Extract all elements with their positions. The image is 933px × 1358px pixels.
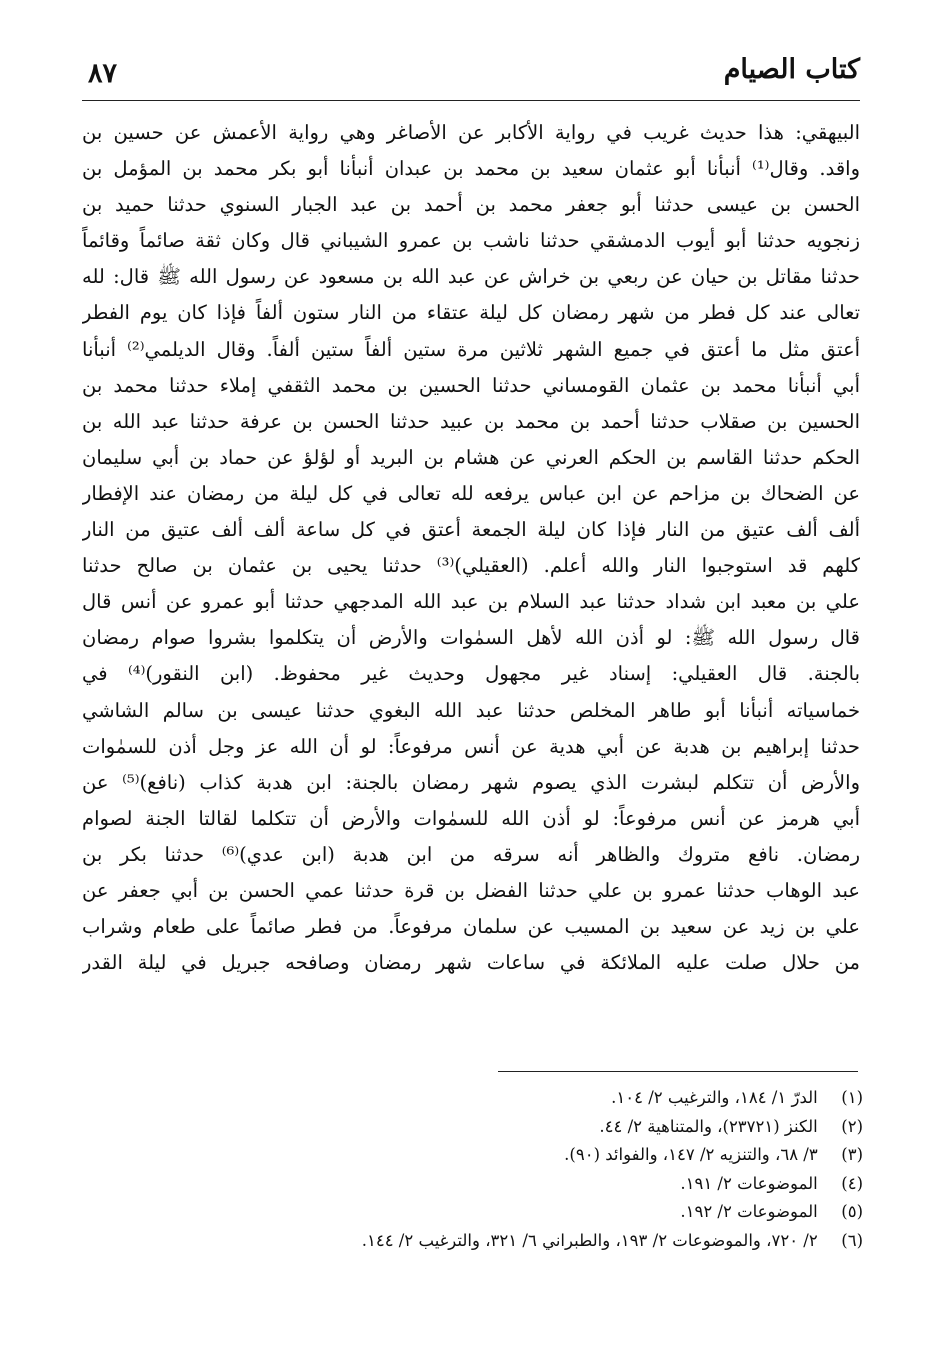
- text-line: علي بن معبد ابن شداد حدثنا عبد السلام بن عبد الله المدجهي حدثنا أبو عمرو عن أنس قال: [82, 590, 860, 614]
- footnote-text: ٢/ ٧٢٠، والموضوعات ٢/ ١٩٣، والطبراني ٦/ ٣٢١، والترغيب ٢/ ١٤٤.: [361, 1230, 818, 1250]
- text-line: واقد. وقال⁽¹⁾ أنبأنا أبو عثمان سعيد بن محمد بن عبدان أنبأنا أبو بكر محمد بن المؤمل بن: [82, 157, 860, 181]
- text-line: أعتق مثل ما أعتق في جميع الشهر ثلاثين مرة ستين ألفاً ستين ألفاً. وقال الديلمي⁽²⁾ أنبأنا: [82, 337, 860, 361]
- text-line: أبي أنبأنا محمد بن عثمان القومساني حدثنا الحسين بن محمد الثقفي إملاء حدثنا محمد بن: [82, 373, 860, 397]
- text-line: البيهقي: هذا حديث غريب في رواية الأكابر عن الأصاغر وهي رواية الأعمش عن حسين بن: [82, 121, 860, 144]
- footnote: [73, 1141, 863, 1170]
- footnote-text: ٣/ ٦٨، والتنزيه ٢/ ١٤٧، والفوائد (٩٠).: [564, 1145, 818, 1165]
- text-line: كلهم قد استوجبوا النار والله أعلم. (العقيلي)⁽³⁾ حدثنا يحيى بن عثمان بن صالح حدثنا: [82, 554, 860, 578]
- text-line: عبد الوهاب حدثنا عمرو بن علي حدثنا الفضل بن قرة حدثنا عمي الحسن بن أبي جعفر عن: [82, 878, 860, 902]
- footnote-number: (٦): [841, 1230, 863, 1250]
- text-line: والأرض أن تتكلم لبشرت الذي يصوم شهر رمضان بالجنة: ابن هدبة كذاب (نافع)⁽⁵⁾ عن: [82, 770, 860, 794]
- text-line: ألف ألف عتيق من النار فإذا كان ليلة الجمعة أعتق في كل ساعة ألف ألف عتيق من النار: [82, 518, 860, 542]
- header-divider: [82, 100, 860, 101]
- page-number: ٨٧: [88, 58, 118, 89]
- text-line: الحسين بن صقلاب حدثنا أحمد بن محمد بن عبيد حدثنا الحسن بن عرفة حدثنا عبد الله بن: [82, 409, 860, 433]
- running-header: [82, 50, 860, 98]
- text-line: بالجنة. قال العقيلي: إسناد غير مجهول وحديث غير محفوظ. (ابن النقور)⁽⁴⁾ في: [82, 662, 860, 686]
- text-line: قال رسول الله ﷺ: لو أذن الله لأهل السمٰوات والأرض أن يتكلموا بشروا صوام رمضان: [82, 626, 860, 650]
- footnote-text: الدرّ ١/ ١٨٤، والترغيب ٢/ ١٠٤.: [611, 1088, 818, 1107]
- footnote-number: (٢): [841, 1116, 863, 1136]
- text-line: الحسن بن عيسى حدثنا أبو جعفر محمد بن أحمد بن عبد الجبار السنوي حدثنا حميد بن: [82, 193, 860, 217]
- footnote: [73, 1198, 863, 1227]
- footnote-divider: [498, 1071, 858, 1072]
- text-line: أبي هرمز عن أنس مرفوعاً: لو أذن الله للسمٰوات والأرض أن تتكلما لقالتا الجنة لصوام: [82, 806, 860, 830]
- text-line: زنجويه حدثنا أبو أيوب الدمشقي حدثنا ناشب بن عمرو الشيباني قال وكان ثقة صائماً وقائماً: [82, 229, 860, 253]
- footnote: [73, 1170, 863, 1199]
- footnote: [73, 1113, 863, 1142]
- footnote: [73, 1084, 863, 1113]
- text-line: حدثنا مقاتل بن حيان عن ربعي بن خراش عن عبد الله بن مسعود عن رسول الله ﷺ قال: لله: [82, 265, 860, 289]
- text-line: حدثنا إبراهيم بن هدبة عن أبي هدية عن أنس مرفوعاً: لو أن الله عز وجل أذن للسمٰوات: [82, 734, 860, 758]
- footnote-number: (٤): [841, 1173, 863, 1193]
- text-line: تعالى عند كل فطر من شهر رمضان كل ليلة عتقاء من النار ستون ألفاً فإذا كان يوم الفطر: [82, 301, 860, 325]
- footnote-text: الموضوعات ٢/ ١٩٢.: [680, 1202, 818, 1222]
- footnote-number: (٥): [841, 1202, 863, 1222]
- footnote: [73, 1227, 863, 1256]
- book-title: كتاب الصيام: [723, 54, 860, 85]
- footnote-number: (١): [841, 1088, 863, 1107]
- text-line: من حلال صلت عليه الملائكة في ساعات شهر رمضان وصافحه جبريل في ليلة القدر: [82, 951, 860, 975]
- text-line: خماسياته أنبأنا أبو طاهر المخلص حدثنا عبد الله البغوي حدثنا عيسى بن سالم الشاشي: [82, 698, 860, 722]
- footnote-text: الموضوعات ٢/ ١٩١.: [680, 1173, 818, 1193]
- text-line: عن الضحاك بن مزاحم عن ابن عباس يرفعه لله تعالى في كل ليلة من رمضان عند الإفطار: [82, 481, 860, 505]
- body-text: [82, 115, 860, 981]
- footnotes: [73, 1084, 863, 1256]
- text-line: علي بن زيد عن سعيد بن المسيب عن سلمان مرفوعاً. من فطر صائماً على طعام وشراب: [82, 915, 860, 939]
- footnote-number: (٣): [841, 1145, 863, 1165]
- footnote-text: الكنز (٢٣٧٢١)، والمتناهية ٢/ ٤٤.: [599, 1116, 818, 1136]
- text-line: رمضان. نافع متروك والظاهر أنه سرقه من ابن هدبة (ابن عدي)⁽⁶⁾ حدثنا بكر بن: [82, 842, 860, 866]
- text-line: الحكم حدثنا القاسم بن الحكم العرني عن هشام بن البريد أو لؤلؤ عن حماد بن أبي سليمان: [82, 445, 860, 469]
